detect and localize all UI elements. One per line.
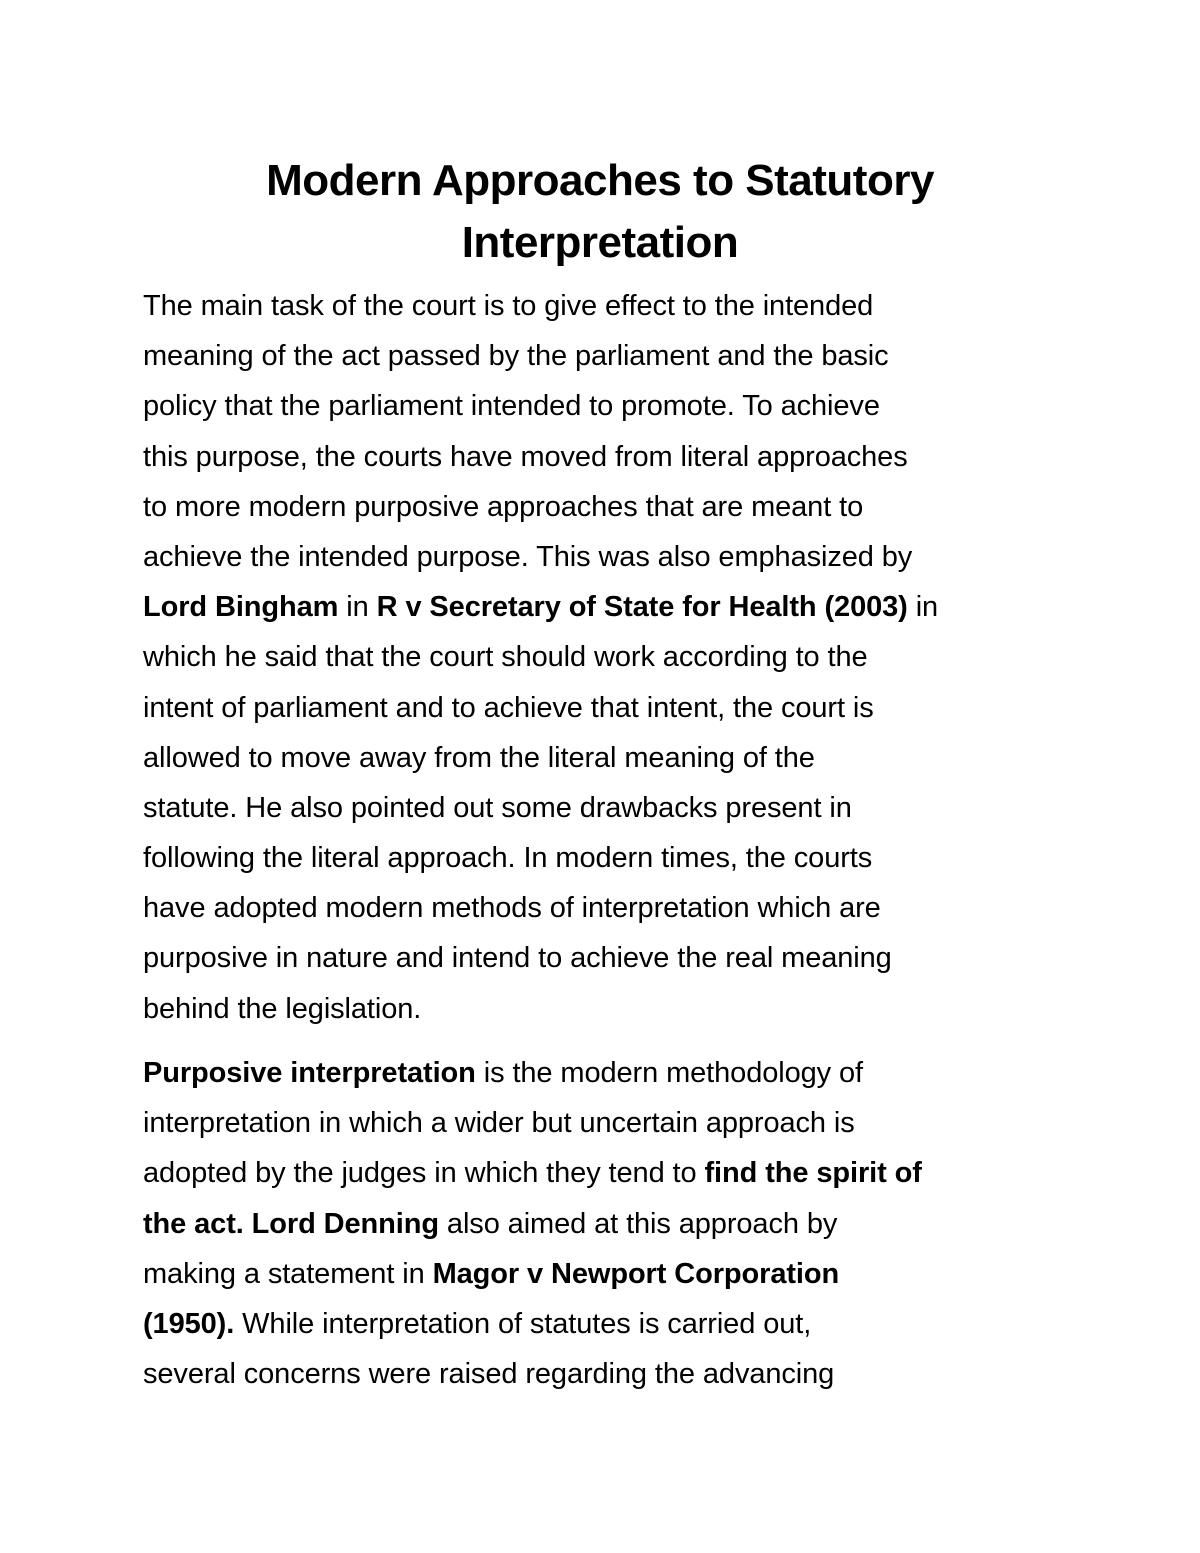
text-line: allowed to move away from the literal meaning of the — [143, 741, 815, 774]
text-line — [143, 1299, 922, 1349]
text-line: which he said that the court should work according to the — [143, 641, 868, 674]
bold-phrase-lord-denning: the act. Lord Denning — [143, 1207, 439, 1240]
text-line — [143, 1199, 922, 1249]
title-line-1: Modern Approaches to Statutory — [266, 156, 934, 205]
inline-text: is the modern methodology of — [475, 1057, 863, 1089]
bold-term-lord-bingham: Lord Bingham — [143, 591, 339, 624]
bold-case-name: R v Secretary of State for Health (2003) — [376, 591, 908, 624]
text-line: several concerns were raised regarding the advancing — [143, 1358, 835, 1391]
inline-text: also aimed at this approach by — [438, 1207, 838, 1240]
bold-case-name: Magor v Newport Corporation — [432, 1257, 840, 1290]
inline-text: in — [338, 591, 377, 624]
text-line: The main task of the court is to give effect to the intended — [143, 290, 874, 322]
text-line: achieve the intended purpose. This was also emphasized by — [143, 540, 913, 573]
text-line — [143, 582, 938, 632]
inline-text: adopted by the judges in which they tend to — [143, 1157, 705, 1190]
paragraph-purposive — [143, 1048, 922, 1399]
text-line — [143, 1249, 922, 1299]
text-line: have adopted modern methods of interpretation which are — [143, 892, 881, 925]
text-line: meaning of the act passed by the parliament and the basic — [143, 340, 889, 373]
text-line: behind the legislation. — [143, 992, 422, 1025]
title-line-2: Interpretation — [461, 218, 739, 267]
inline-text: making a statement in — [143, 1257, 433, 1290]
text-line: purposive in nature and intend to achieve the real meaning — [143, 942, 892, 975]
text-line — [143, 1148, 922, 1198]
text-line: statute. He also pointed out some drawbacks present in — [143, 791, 852, 824]
page-title — [140, 150, 1060, 274]
bold-case-year: (1950). — [143, 1307, 235, 1340]
bold-phrase-spirit: find the spirit of — [704, 1157, 922, 1190]
inline-text: in — [907, 591, 939, 624]
bold-term-purposive: Purposive interpretation — [143, 1057, 476, 1089]
paragraph-intro — [143, 281, 938, 1034]
text-line: to more modern purposive approaches that are meant to — [143, 490, 864, 523]
inline-text: While interpretation of statutes is carried out, — [234, 1307, 812, 1340]
text-line: policy that the parliament intended to promote. To achieve — [143, 390, 880, 423]
text-line: intent of parliament and to achieve that intent, the court is — [143, 691, 874, 724]
text-line — [143, 1048, 922, 1098]
text-line: interpretation in which a wider but uncertain approach is — [143, 1107, 855, 1140]
text-line: this purpose, the courts have moved from literal approaches — [143, 440, 908, 473]
text-line: following the literal approach. In modern times, the courts — [143, 842, 873, 875]
